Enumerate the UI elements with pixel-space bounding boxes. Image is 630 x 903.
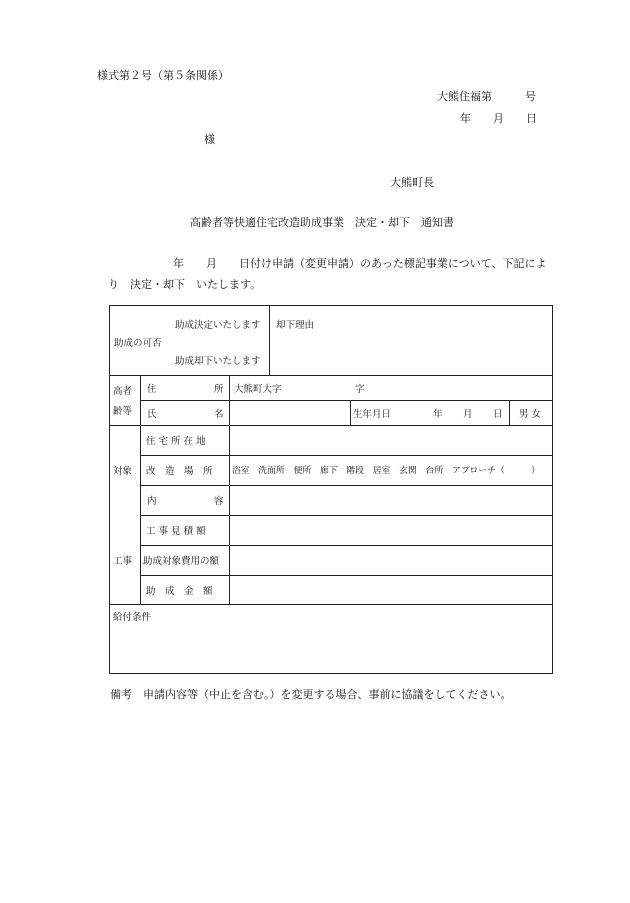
- birth-year: 年: [433, 409, 443, 420]
- elderly-group-label-bottom: 齢等: [113, 406, 133, 417]
- rejection-reason-label: 却下理由: [276, 320, 315, 331]
- address-aza: 字: [355, 384, 365, 395]
- address-label-1: 住: [147, 384, 157, 395]
- modification-place-label: 改 造 場 所: [146, 466, 213, 477]
- elderly-group-label-top: 高者: [113, 386, 133, 397]
- approval-rejected: 助成却下いたします: [175, 356, 261, 367]
- birth-date-label: 生年月日: [353, 409, 392, 420]
- estimate-label: 工 事 見 積 額: [146, 526, 206, 537]
- conditions-label: 給付条件: [113, 612, 152, 623]
- notification-table: [109, 305, 553, 674]
- content-label-2: 容: [214, 496, 224, 507]
- approval-decided: 助成決定いたします: [175, 320, 261, 331]
- content-label-1: 内: [147, 496, 157, 507]
- body-line-1: 年 月 日付け申請（変更申請）のあった標記事業について、下記によ: [173, 257, 547, 270]
- grant-amount-label: 助 成 金 額: [146, 586, 213, 597]
- name-label-2: 名: [214, 409, 224, 420]
- address-label-2: 所: [214, 384, 224, 395]
- approval-label: 助成の可否: [114, 338, 162, 349]
- house-location-label: 住 宅 所 在 地: [146, 436, 206, 447]
- issue-date: 年 月 日: [460, 112, 537, 125]
- form-number: 様式第２号（第５条関係）: [97, 69, 229, 82]
- addressee-suffix: 様: [204, 133, 215, 146]
- document-number: 大熊住福第 号: [437, 90, 536, 103]
- modification-places: 浴室 洗面所 便所 廊下 階段 居室 玄関 台所 アプローチ（ ）: [232, 466, 540, 476]
- sex-options: 男 女: [519, 409, 542, 420]
- name-label-1: 氏: [147, 409, 157, 420]
- work-group-label-target: 対象: [113, 466, 133, 477]
- document-title: 高齢者等快適住宅改造助成事業 決定・却下 通知書: [190, 216, 454, 229]
- birth-day: 日: [493, 409, 503, 420]
- body-line-2: り 決定・却下 いたします。: [108, 278, 262, 291]
- eligible-cost-label: 助成対象費用の額: [143, 556, 220, 567]
- birth-month: 月: [463, 409, 473, 420]
- remarks-note: 備考 申請内容等（中止を含む。）を変更する場合、事前に協議をしてください。: [110, 688, 512, 701]
- issuer-name: 大熊町長: [390, 176, 434, 189]
- work-group-label-work: 工事: [113, 556, 133, 567]
- address-value: 大熊町大字: [234, 384, 282, 395]
